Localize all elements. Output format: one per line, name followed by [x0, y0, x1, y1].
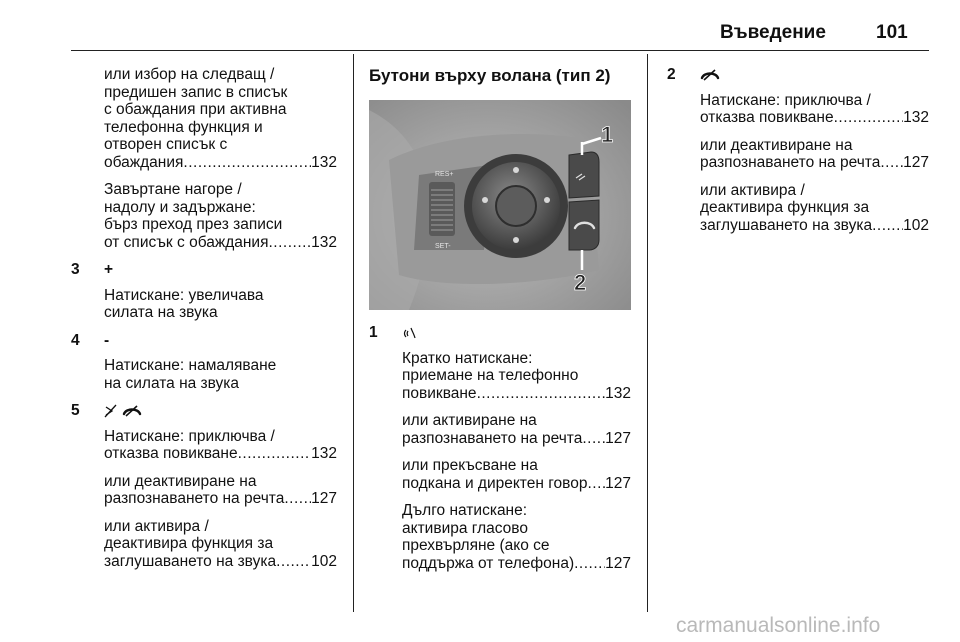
text-line: или активиране на	[402, 412, 537, 429]
page-reference[interactable]: разпознаването на речта ..... 127	[402, 430, 631, 448]
page-reference[interactable]: подкана и директен говор ..... 127	[402, 475, 631, 493]
item-heading	[71, 261, 337, 279]
text-line: Дълго натискане:	[402, 502, 528, 519]
hang-up-icon	[700, 69, 720, 81]
paragraph	[369, 457, 631, 492]
item-heading	[71, 402, 337, 420]
item-number: 2	[667, 66, 676, 83]
item-heading	[369, 324, 631, 342]
callout-2: 2	[574, 270, 587, 295]
paragraph	[71, 428, 337, 463]
text-line: с обаждания при активна	[104, 101, 287, 118]
page-reference[interactable]: от списък с обаждания ..... 132	[104, 234, 337, 252]
column-3	[667, 66, 929, 244]
text-line: активира гласово	[402, 519, 528, 537]
mute-voice-icon	[104, 404, 118, 418]
item-symbol	[700, 66, 720, 84]
text-line: Натискане: приключва /	[104, 427, 275, 445]
item-symbol: -	[104, 331, 110, 349]
res-label: RES+	[435, 171, 454, 178]
text-line: или избор на следващ /	[104, 66, 275, 83]
item-number: 1	[369, 324, 378, 341]
text-line: Натискане: увеличава	[104, 286, 264, 304]
text-line: силата на звука	[104, 304, 218, 321]
item-symbol	[402, 324, 416, 342]
paragraph	[71, 518, 337, 571]
page-reference[interactable]: отказва повикване ..... 132	[104, 445, 337, 463]
item-symbol	[104, 402, 142, 420]
item-heading	[667, 66, 929, 84]
text-line: деактивира функция за	[700, 199, 870, 216]
column-2	[369, 66, 631, 582]
column-divider	[647, 54, 648, 612]
paragraph	[369, 412, 631, 447]
watermark: carmanualsonline.info	[676, 614, 881, 637]
text-line: или деактивиране на	[104, 472, 257, 490]
paragraph	[71, 357, 337, 392]
paragraph	[71, 473, 337, 508]
page-reference[interactable]: обаждания ..... 132	[104, 154, 337, 172]
text-line: или деактивиране на	[700, 136, 853, 154]
paragraph	[71, 66, 337, 171]
page-reference[interactable]: заглушаването на звука ..... 102	[700, 217, 929, 235]
text-line: прехвърляне (ако се	[402, 537, 550, 554]
page-reference[interactable]: разпознаването на речта ..... 127	[104, 490, 337, 508]
item-symbol: +	[104, 261, 114, 278]
paragraph	[667, 137, 929, 172]
header-rule	[71, 50, 929, 51]
steering-wheel-photo	[369, 100, 631, 310]
text-line: или активира /	[104, 517, 209, 535]
text-line: деактивира функция за	[104, 535, 274, 552]
paragraph	[71, 287, 337, 322]
text-line: или активира /	[700, 181, 805, 199]
page-number: 101	[876, 22, 908, 43]
item-number: 3	[71, 261, 80, 278]
text-line: телефонна функция и	[104, 118, 263, 136]
page-reference[interactable]: повикване ..... 132	[402, 385, 631, 403]
item-heading	[71, 332, 337, 350]
text-line: надолу и задържане:	[104, 198, 256, 216]
text-line: приемане на телефонно	[402, 367, 579, 384]
chapter-title: Въведение	[720, 22, 826, 43]
paragraph	[667, 182, 929, 235]
text-line: бърз преход през записи	[104, 216, 283, 233]
text-line: отворен списък с	[104, 136, 228, 153]
hang-up-icon	[122, 405, 142, 417]
text-line: Кратко натискане:	[402, 349, 533, 367]
text-line: предишен запис в списък	[104, 83, 288, 101]
page-reference[interactable]: заглушаването на звука ..... 102	[104, 553, 337, 571]
text-line: или прекъсване на	[402, 457, 538, 474]
text-line: Натискане: приключва /	[700, 91, 871, 109]
callout-1: 1	[601, 122, 614, 147]
page-reference[interactable]: разпознаването на речта ..... 127	[700, 154, 929, 172]
item-number: 4	[71, 331, 80, 349]
item-number: 5	[71, 402, 80, 419]
column-1	[71, 66, 337, 580]
text-line: Завъртане нагоре /	[104, 181, 242, 198]
text-line: Натискане: намаляване	[104, 357, 277, 374]
set-label: SET-	[435, 243, 451, 250]
page-reference[interactable]: поддържа от телефона) ..... 127	[402, 555, 631, 573]
paragraph	[667, 92, 929, 127]
paragraph	[369, 502, 631, 572]
column-divider	[353, 54, 354, 612]
page-reference[interactable]: отказва повикване ..... 132	[700, 109, 929, 127]
paragraph	[71, 181, 337, 251]
voice-phone-icon	[402, 326, 416, 340]
paragraph	[369, 350, 631, 403]
text-line: на силата на звука	[104, 374, 240, 392]
section-heading: Бутони върху волана (тип 2)	[369, 66, 611, 85]
